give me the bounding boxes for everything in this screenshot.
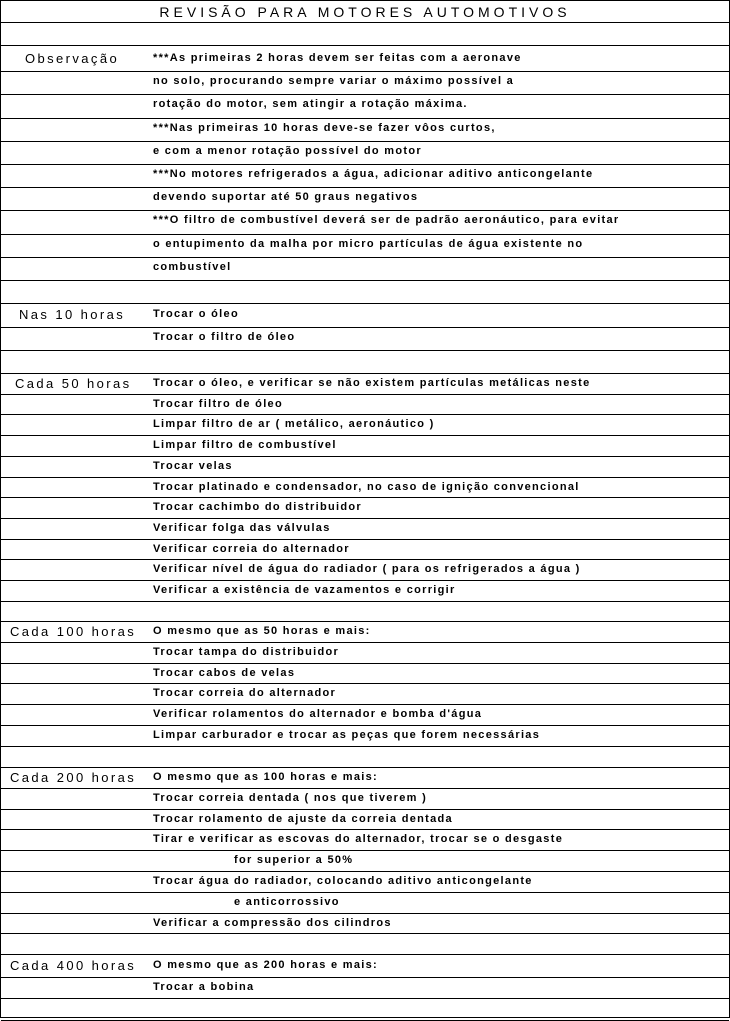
row-rule bbox=[1, 704, 729, 705]
row-rule bbox=[1, 601, 729, 602]
section-line: Trocar água do radiador, colocando aditivo anticongelante bbox=[153, 875, 533, 887]
row-rule bbox=[1, 435, 729, 436]
row-rule bbox=[1, 580, 729, 581]
section-line: Verificar a compressão dos cilindros bbox=[153, 916, 392, 929]
row-rule bbox=[1, 22, 729, 23]
section-line: Trocar platinado e condensador, no caso de ignição convencional bbox=[153, 480, 580, 493]
row-rule bbox=[1, 746, 729, 747]
row-rule bbox=[1, 663, 729, 664]
section-line: Trocar correia do alternador bbox=[153, 687, 337, 700]
section-line: combustível bbox=[153, 260, 232, 273]
row-rule bbox=[1, 497, 729, 498]
section-line: Limpar filtro de combustível bbox=[153, 439, 337, 452]
section-line: Trocar cachimbo do distribuidor bbox=[153, 501, 362, 514]
row-rule bbox=[1, 954, 729, 955]
section-line: for superior a 50% bbox=[234, 854, 354, 867]
row-rule bbox=[1, 164, 729, 165]
section-line: o entupimento da malha por micro partículas de água existente no bbox=[153, 237, 584, 250]
section-line: O mesmo que as 50 horas e mais: bbox=[153, 625, 371, 637]
row-rule bbox=[1, 71, 729, 72]
section-label: Cada 400 horas bbox=[10, 958, 137, 973]
row-rule bbox=[1, 187, 729, 188]
row-rule bbox=[1, 767, 729, 768]
section-line: Verificar a existência de vazamentos e corrigir bbox=[153, 584, 456, 596]
row-rule bbox=[1, 477, 729, 478]
row-rule bbox=[1, 373, 729, 374]
row-rule bbox=[1, 913, 729, 914]
section-line: O mesmo que as 200 horas e mais: bbox=[153, 959, 379, 971]
section-line: Verificar folga das válvulas bbox=[153, 521, 331, 534]
row-rule bbox=[1, 414, 729, 415]
row-rule bbox=[1, 809, 729, 810]
row-rule bbox=[1, 234, 729, 235]
row-rule bbox=[1, 892, 729, 893]
row-rule bbox=[1, 998, 729, 999]
section-line: ***Nas primeiras 10 horas deve-se fazer vôos curtos, bbox=[153, 121, 496, 134]
section-line: Tirar e verificar as escovas do alternador, trocar se o desgaste bbox=[153, 833, 564, 846]
row-rule bbox=[1, 280, 729, 281]
row-rule bbox=[1, 933, 729, 934]
section-line: ***O filtro de combustível deverá ser de padrão aeronáutico, para evitar bbox=[153, 214, 620, 227]
row-rule bbox=[1, 118, 729, 119]
row-rule bbox=[1, 642, 729, 643]
section-line: Trocar velas bbox=[153, 459, 233, 472]
section-line: Verificar nível de água do radiador ( para os refrigerados a água ) bbox=[153, 563, 581, 576]
section-line: Trocar o óleo bbox=[153, 308, 239, 320]
table-title: REVISÃO PARA MOTORES AUTOMOTIVOS bbox=[159, 4, 571, 20]
section-label: Cada 200 horas bbox=[10, 770, 137, 785]
section-line: ***No motores refrigerados a água, adicionar aditivo anticongelante bbox=[153, 168, 594, 180]
row-rule bbox=[1, 621, 729, 622]
section-line: Verificar correia do alternador bbox=[153, 542, 350, 555]
row-rule bbox=[1, 303, 729, 304]
row-rule bbox=[1, 725, 729, 726]
section-line: Trocar a bobina bbox=[153, 980, 255, 993]
row-rule bbox=[1, 257, 729, 258]
row-rule bbox=[1, 977, 729, 978]
section-line: Trocar o óleo, e verificar se não existem partículas metálicas neste bbox=[153, 377, 591, 389]
section-line: Trocar rolamento de ajuste da correia dentada bbox=[153, 812, 453, 825]
row-rule bbox=[1, 45, 729, 46]
section-line: Trocar cabos de velas bbox=[153, 666, 296, 679]
section-line: e anticorrossivo bbox=[234, 895, 340, 908]
row-rule bbox=[1, 871, 729, 872]
row-rule bbox=[1, 559, 729, 560]
row-rule bbox=[1, 394, 729, 395]
section-line: no solo, procurando sempre variar o máximo possível a bbox=[153, 75, 515, 88]
section-line: ***As primeiras 2 horas devem ser feitas com a aeronave bbox=[153, 52, 522, 64]
row-rule bbox=[1, 518, 729, 519]
section-line: Trocar tampa do distribuidor bbox=[153, 645, 340, 658]
row-rule bbox=[1, 350, 729, 351]
section-line: Limpar filtro de ar ( metálico, aeronáutico ) bbox=[153, 418, 435, 431]
row-rule bbox=[1, 210, 729, 211]
section-line: Trocar o filtro de óleo bbox=[153, 331, 296, 343]
row-rule bbox=[1, 327, 729, 328]
row-rule bbox=[1, 683, 729, 684]
section-line: devendo suportar até 50 graus negativos bbox=[153, 191, 419, 204]
section-label: Cada 100 horas bbox=[10, 624, 137, 639]
section-line: Verificar rolamentos do alternador e bomba d'água bbox=[153, 708, 483, 721]
row-rule bbox=[1, 456, 729, 457]
section-label: Cada 50 horas bbox=[15, 376, 132, 391]
section-line: e com a menor rotação possível do motor bbox=[153, 144, 422, 157]
row-rule bbox=[1, 94, 729, 95]
row-rule bbox=[1, 829, 729, 830]
section-label: Observação bbox=[25, 51, 120, 66]
row-rule bbox=[1, 141, 729, 142]
row-rule bbox=[1, 788, 729, 789]
section-line: Trocar filtro de óleo bbox=[153, 397, 283, 410]
section-line: Trocar correia dentada ( nos que tiverem ) bbox=[153, 791, 428, 804]
section-line: rotação do motor, sem atingir a rotação máxima. bbox=[153, 98, 468, 111]
section-label: Nas 10 horas bbox=[19, 307, 126, 322]
section-line: Limpar carburador e trocar as peças que forem necessárias bbox=[153, 729, 541, 741]
row-rule bbox=[1, 539, 729, 540]
section-line: O mesmo que as 100 horas e mais: bbox=[153, 771, 379, 783]
row-rule bbox=[1, 850, 729, 851]
